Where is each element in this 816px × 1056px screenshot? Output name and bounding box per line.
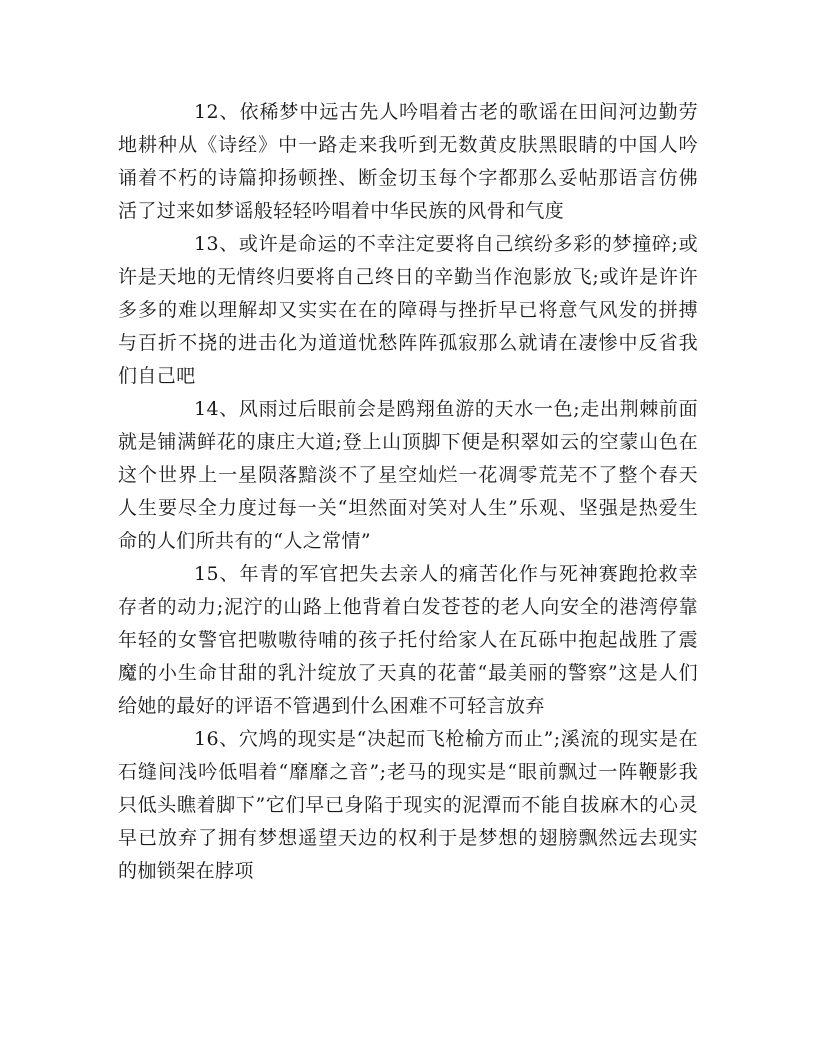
paragraph-16: 16、穴鸠的现实是“决起而飞枪榆方而止”;溪流的现实是在石缝间浅吟低唱着“靡靡之音”;老马的现实是“眼前飘过一阵鞭影我只低头瞧着脚下”它们早已身陷于现实的泥潭而不能自拔麻木的心灵早已放弃了拥有梦想遥望天边的权利于是梦想的翅膀飘然远去现实的枷锁架在脖项	[118, 728, 698, 882]
paragraph-13: 13、或许是命运的不幸注定要将自己缤纷多彩的梦撞碎;或许是天地的无情终归要将自己终日的辛勤当作泡影放飞;或许是许许多多的难以理解却又实实在在的障碍与挫折早已将意气风发的拼搏与百折不挠的进击化为道道忧愁阵阵孤寂那么就请在凄惨中反省我们自己吧	[118, 233, 698, 387]
document-body	[118, 96, 698, 888]
paragraph-14: 14、风雨过后眼前会是鸥翔鱼游的天水一色;走出荆棘前面就是铺满鲜花的康庄大道;登上山顶脚下便是积翠如云的空蒙山色在这个世界上一星陨落黯淡不了星空灿烂一花凋零荒芜不了整个春天人生要尽全力度过每一关“坦然面对笑对人生”乐观、坚强是热爱生命的人们所共有的“人之常情”	[118, 398, 698, 552]
paragraph-12: 12、依稀梦中远古先人吟唱着古老的歌谣在田间河边勤劳地耕种从《诗经》中一路走来我听到无数黄皮肤黑眼睛的中国人吟诵着不朽的诗篇抑扬顿挫、断金切玉每个字都那么妥帖那语言仿佛活了过来如梦谣般轻轻吟唱着中华民族的风骨和气度	[118, 101, 698, 222]
paragraph-15: 15、年青的军官把失去亲人的痛苦化作与死神赛跑抢救幸存者的动力;泥泞的山路上他背着白发苍苍的老人向安全的港湾停靠年轻的女警官把嗷嗷待哺的孩子托付给家人在瓦砾中抱起战胜了震魔的小生命甘甜的乳汁绽放了天真的花蕾“最美丽的警察”这是人们给她的最好的评语不管遇到什么困难不可轻言放弃	[118, 563, 698, 717]
